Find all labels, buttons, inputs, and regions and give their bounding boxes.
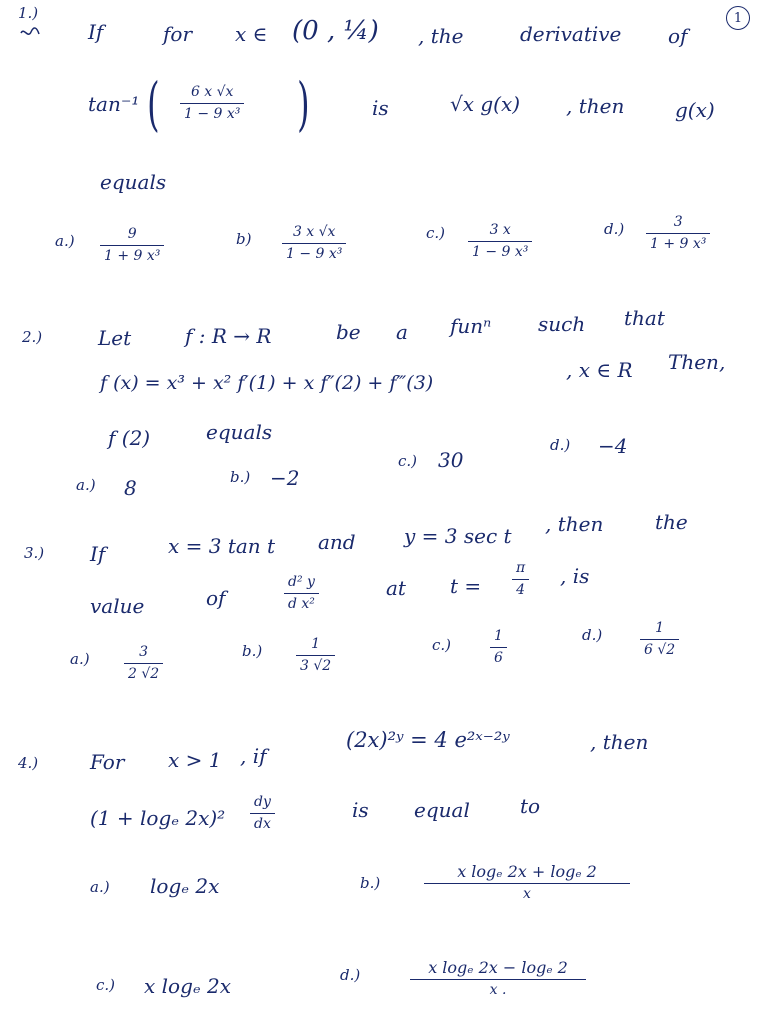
q3-t-equals: t = (450, 574, 482, 598)
q1-gx: g(x) (675, 98, 715, 122)
q2-word: Let (98, 326, 132, 350)
q2-word: f : R → R (185, 324, 272, 348)
option-label: d.) (604, 220, 625, 238)
q1-word: of (668, 24, 688, 48)
option-label: a.) (55, 232, 75, 250)
q1-word: x ∈ (235, 22, 268, 46)
option-label: b.) (242, 642, 263, 660)
fraction-bar (424, 883, 630, 884)
q1-option-a (100, 226, 164, 265)
fraction-bar (490, 647, 507, 648)
q4-option-d (410, 958, 586, 999)
fraction-numerator: 3 x √x (292, 224, 336, 240)
q2-word: equals (206, 420, 273, 444)
q2-option-d: −4 (598, 434, 628, 458)
page-number-badge: 1 (726, 6, 750, 30)
fraction-numerator: d² y (288, 574, 315, 590)
q4-word: to (520, 794, 541, 818)
fraction-denominator: 6 (494, 649, 503, 666)
fraction-numerator: 3 x (489, 222, 511, 238)
q4-option-b (424, 862, 630, 903)
q3-pi-over-4 (512, 560, 529, 599)
q2-word: such (538, 312, 586, 336)
fraction-bar (512, 579, 529, 580)
left-paren: ( (147, 70, 160, 138)
q1-word: is (372, 96, 389, 120)
q1-option-b (282, 224, 346, 263)
q2-option-b: −2 (270, 466, 300, 490)
fraction-bar (410, 979, 586, 980)
fraction-bar (100, 245, 164, 246)
fraction-numerator: x logₑ 2x + logₑ 2 (457, 862, 597, 881)
fraction-bar (646, 233, 710, 234)
q3-second-derivative (284, 574, 319, 613)
q4-condition: x > 1 (168, 748, 222, 772)
fraction-denominator: 1 − 9 x³ (286, 245, 343, 262)
fraction-denominator: x (523, 886, 531, 903)
option-label: c.) (96, 976, 116, 994)
option-label: d.) (550, 436, 571, 454)
q3-word: If (90, 542, 106, 566)
fraction-denominator: 4 (516, 581, 526, 598)
fraction-numerator: π (516, 560, 526, 576)
q3-option-b (296, 636, 335, 675)
fraction-denominator: 3 √2 (300, 657, 332, 674)
option-label: c.) (398, 452, 418, 470)
option-label: a.) (76, 476, 96, 494)
scribble-mark (20, 26, 40, 40)
q4-expression: (1 + logₑ 2x)² (90, 806, 226, 830)
q1-tan-inverse: tan⁻¹ (88, 92, 140, 116)
q2-f2: f (2) (108, 426, 151, 450)
q1-word: , the (418, 24, 464, 48)
q2-word: a (396, 320, 408, 344)
q4-equation: (2x)²ʸ = 4 e²ˣ⁻²ʸ (346, 728, 510, 752)
fraction-numerator: 3 (673, 214, 683, 230)
fraction-bar (296, 655, 335, 656)
q2-equation: f (x) = x³ + x² f′(1) + x f″(2) + f‴(3) (100, 372, 434, 394)
q3-eq-y: y = 3 sec t (404, 524, 512, 548)
option-label: b.) (360, 874, 381, 892)
q1-word: for (163, 22, 193, 46)
question-number: 4.) (18, 754, 39, 772)
q4-dy-dx (250, 794, 275, 833)
option-label: a.) (90, 878, 110, 896)
fraction-denominator: 2 √2 (128, 665, 160, 682)
q3-word: at (386, 576, 406, 600)
fraction-numerator: 3 (139, 644, 149, 660)
fraction-numerator: x logₑ 2x − logₑ 2 (428, 958, 568, 977)
fraction-bar (640, 639, 679, 640)
fraction-bar (250, 813, 275, 814)
fraction-numerator: 1 (311, 636, 321, 652)
q3-option-c (490, 628, 507, 667)
fraction-bar (468, 241, 532, 242)
q3-word: and (318, 530, 356, 554)
fraction-numerator: 9 (127, 226, 137, 242)
fraction-denominator: dx (254, 815, 271, 832)
fraction-numerator: dy (254, 794, 271, 810)
option-label: b) (236, 230, 252, 248)
q1-option-c (468, 222, 532, 261)
q1-option-d (646, 214, 710, 253)
q1-word: If (88, 20, 104, 44)
q2-option-c: 30 (438, 448, 464, 472)
option-label: b.) (230, 468, 251, 486)
option-label: c.) (432, 636, 452, 654)
right-paren: ) (297, 70, 310, 138)
q1-word: derivative (520, 22, 622, 46)
fraction-numerator: 1 (494, 628, 503, 644)
q2-word: Then, (668, 350, 726, 374)
q3-word: , then (545, 512, 604, 536)
fraction-denominator: x . (489, 982, 507, 999)
fraction-denominator: 1 − 9 x³ (472, 243, 529, 260)
q1-word: , then (566, 94, 625, 118)
q2-word: that (624, 306, 665, 330)
question-number: 1.) (18, 4, 39, 22)
q2-word: be (336, 320, 361, 344)
q3-word: value (90, 594, 145, 618)
fraction-numerator: 1 (655, 620, 665, 636)
fraction-denominator: 1 + 9 x³ (104, 247, 161, 264)
fraction-denominator: 6 √2 (644, 641, 676, 658)
option-label: d.) (582, 626, 603, 644)
q4-word: , if (240, 744, 267, 768)
fraction-denominator: 1 − 9 x³ (184, 105, 241, 122)
q2-domain: , x ∈ R (566, 358, 633, 382)
q4-word: is (352, 798, 369, 822)
q1-fraction (180, 84, 244, 123)
q3-word: the (655, 510, 688, 534)
fraction-denominator: 1 + 9 x³ (650, 235, 707, 252)
question-number: 2.) (22, 328, 43, 346)
q3-option-a (124, 644, 163, 683)
q2-word: funⁿ (450, 314, 492, 338)
question-number: 3.) (24, 544, 45, 562)
q1-interval: (0 , ¼) (292, 16, 379, 46)
q4-word: For (90, 750, 125, 774)
fraction-bar (124, 663, 163, 664)
q4-option-a: logₑ 2x (150, 874, 220, 898)
option-label: a.) (70, 650, 90, 668)
q4-word: equal (414, 798, 470, 822)
q1-rhs: √x g(x) (450, 92, 521, 116)
option-label: c.) (426, 224, 446, 242)
q1-word: equals (100, 170, 167, 194)
q3-option-d (640, 620, 679, 659)
fraction-numerator: 6 x √x (190, 84, 234, 100)
q3-eq-x: x = 3 tan t (168, 534, 276, 558)
q3-word: , is (560, 564, 590, 588)
q2-option-a: 8 (124, 476, 137, 500)
q3-word: of (206, 586, 226, 610)
q4-option-c: x logₑ 2x (144, 974, 231, 998)
fraction-denominator: d x² (288, 595, 315, 612)
q4-word: , then (590, 730, 649, 754)
fraction-bar (180, 103, 244, 104)
fraction-bar (282, 243, 346, 244)
fraction-bar (284, 593, 319, 594)
option-label: d.) (340, 966, 361, 984)
